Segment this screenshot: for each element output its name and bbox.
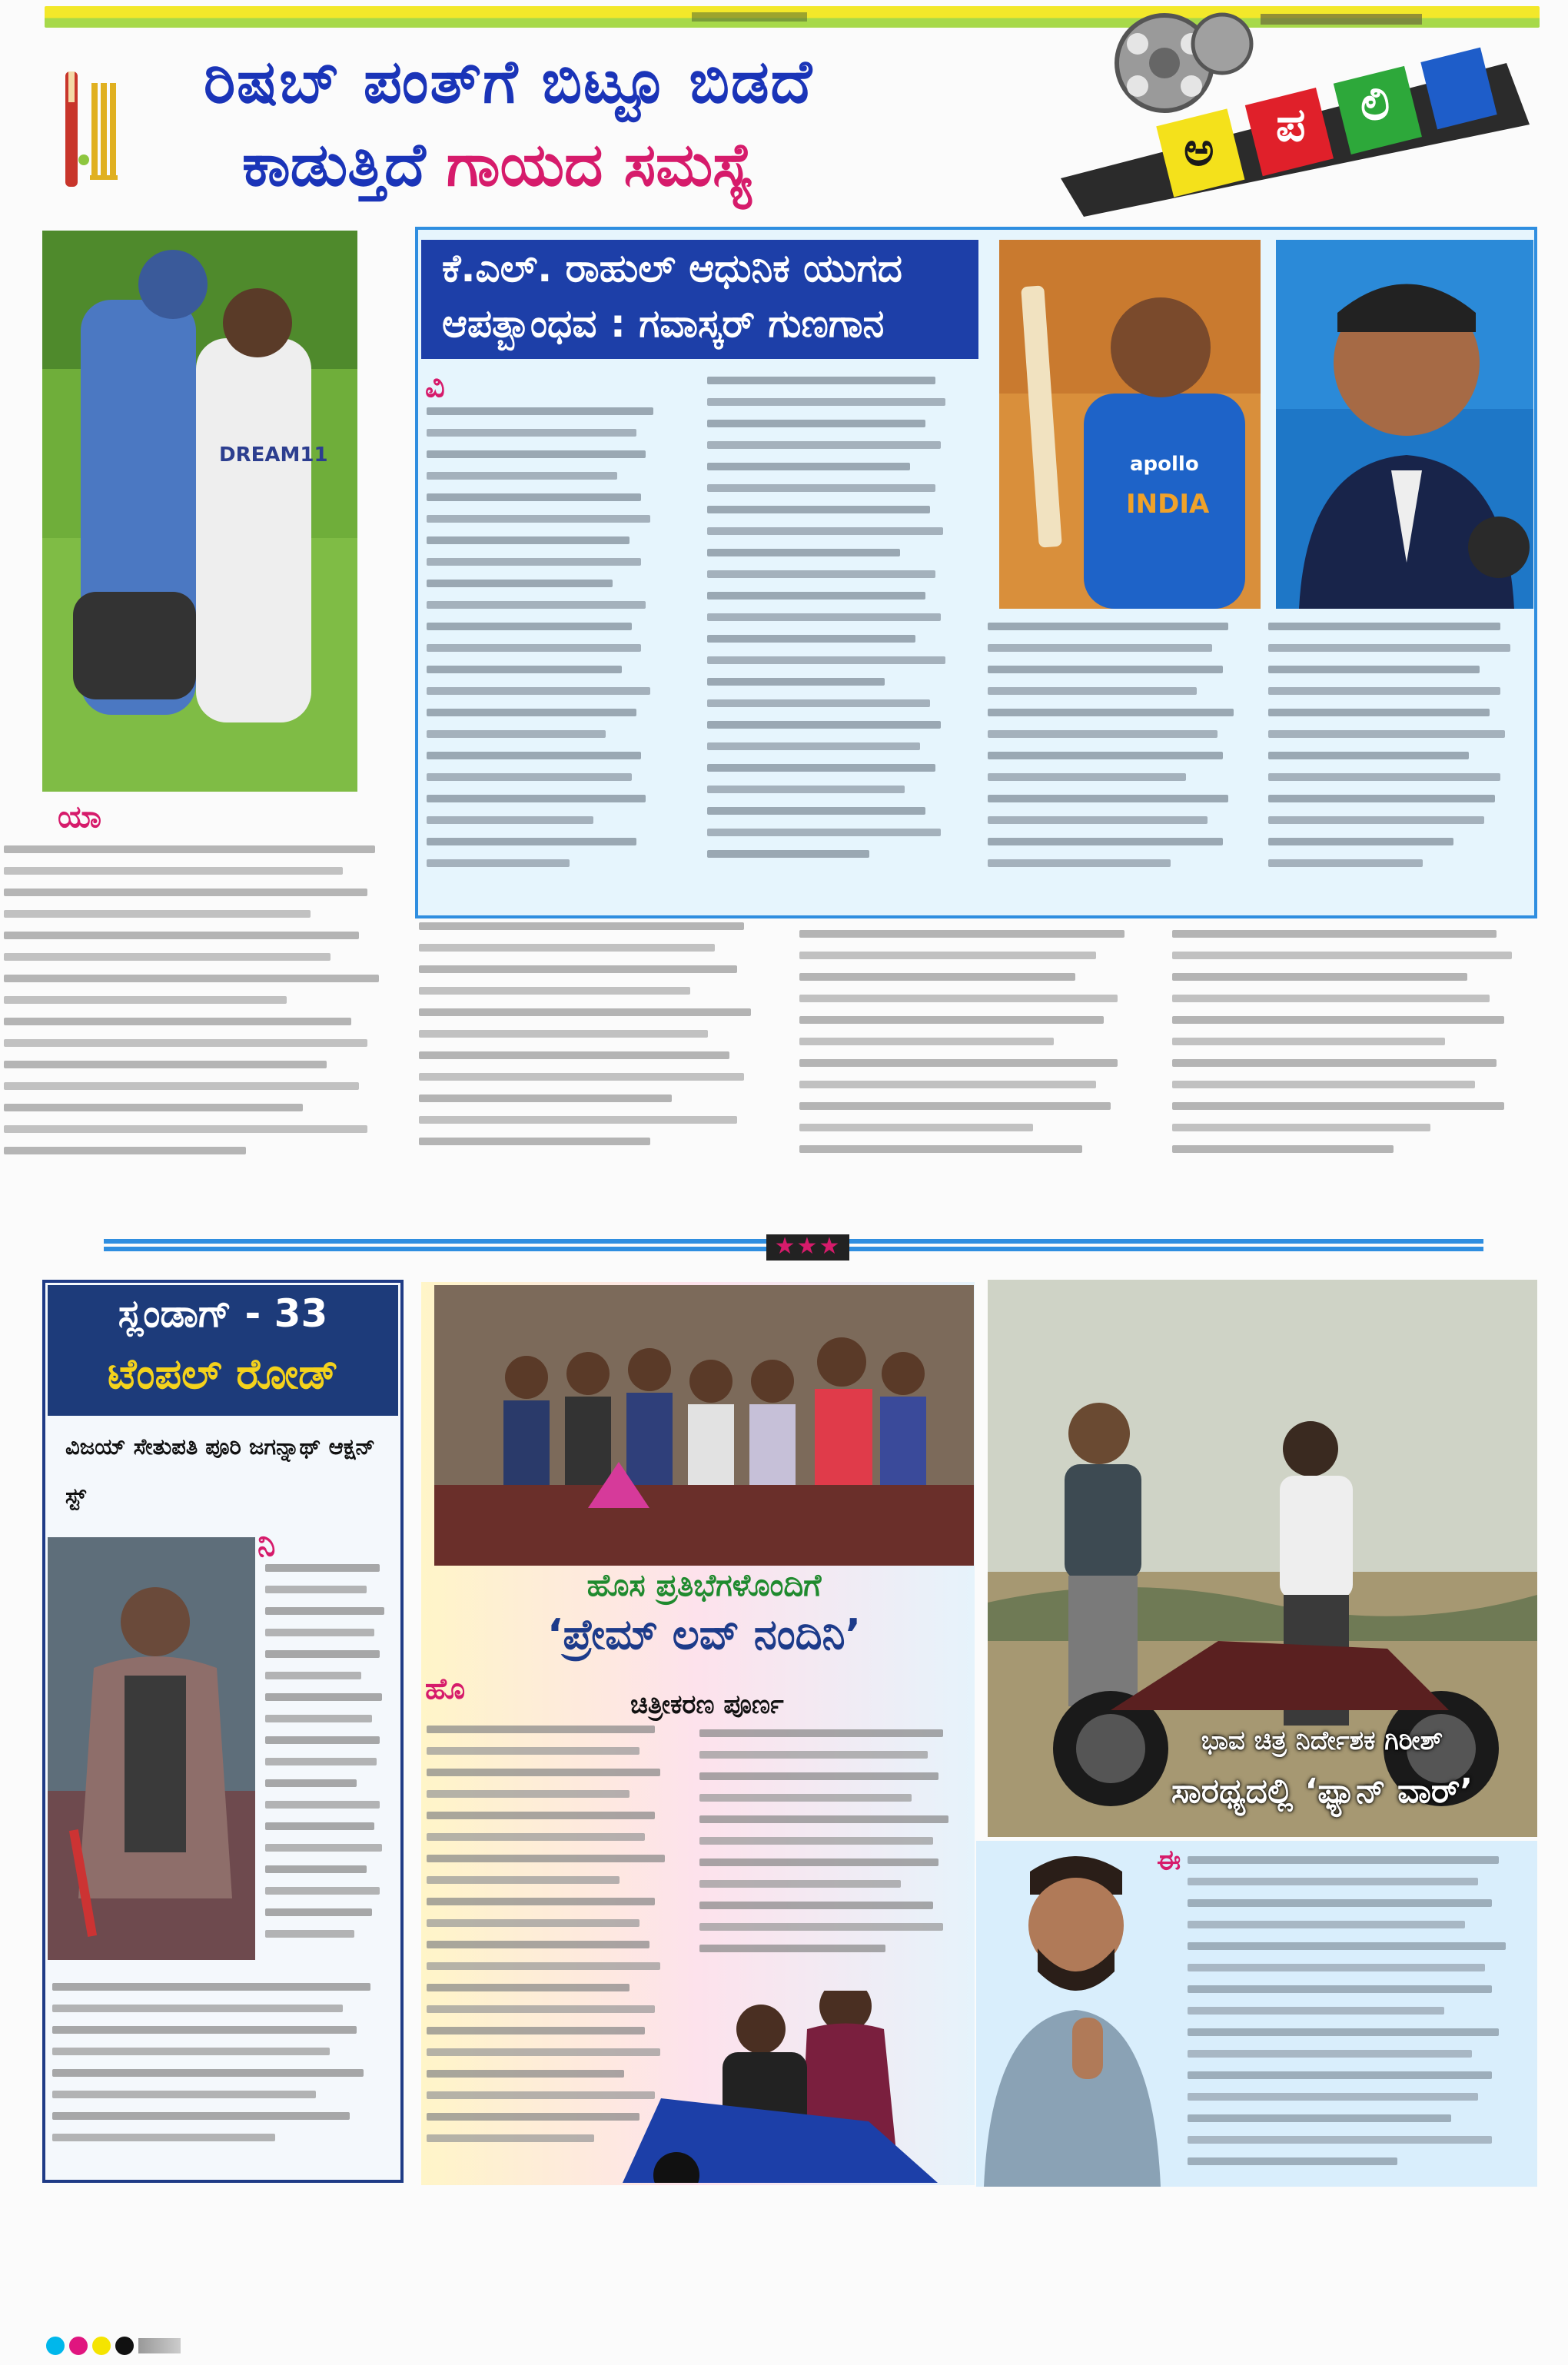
main-headline-line2-blue: ಕಾಡುತ್ತಿದೆ — [242, 131, 426, 200]
pant-injury-photo — [42, 231, 357, 792]
slumdog-dropcap: ನಿ — [257, 1526, 276, 1563]
kl-rahul-photo — [999, 240, 1261, 609]
top-bar-date-box-2 — [692, 12, 807, 22]
slumdog-headline-line1: ಸ್ಲಂಡಾಗ್ - 33 — [118, 1291, 328, 1336]
registration-mark-yellow — [92, 2337, 111, 2355]
pant-story-dropcap: ಯಾ — [58, 799, 101, 835]
fanwar-dropcap: ಈ — [1157, 1845, 1181, 1876]
rahul-headline-line1: ಕೆ.ಎಲ್. ರಾಹುಲ್ ಆಧುನಿಕ ಯುಗದ — [442, 246, 902, 291]
sunil-gavaskar-photo — [1276, 240, 1533, 609]
section-logo-letter-1: ಅ — [1184, 123, 1214, 177]
registration-mark-cyan — [46, 2337, 65, 2355]
prem-dropcap: ಹೊ — [425, 1672, 466, 1706]
section-logo-letter-2: ಪ — [1276, 98, 1306, 152]
fanwar-caption-line2: ಸಾರಥ್ಯದಲ್ಲಿ ‘ಫ್ಯಾನ್ ವಾರ್’ — [1171, 1772, 1473, 1811]
slumdog-headline-line2: ಟೆಂಪಲ್ ರೋಡ್ — [108, 1350, 338, 1398]
pant-story-body-col2 — [419, 922, 780, 1207]
prem-kicker: ಹೊಸ ಪ್ರತಿಭೆಗಳೊಂದಿಗೆ — [586, 1568, 822, 1603]
rahul-story-body-col4 — [1268, 623, 1526, 899]
jersey-sponsor-text: DREAM11 — [219, 443, 328, 467]
main-headline-line2 — [242, 131, 1026, 201]
fanwar-caption-line1: ಭಾವ ಚಿತ್ರ ನಿರ್ದೇಶಕ ಗಿರೀಶ್ — [1201, 1726, 1443, 1756]
prem-body-col2 — [699, 1729, 965, 1991]
slumdog-body-bottom — [52, 1983, 390, 2175]
registration-mark-magenta — [69, 2337, 88, 2355]
slumdog-body-side — [265, 1564, 392, 1971]
section-logo-letter-3: ಲಿ — [1360, 77, 1390, 131]
slumdog-poster-photo — [48, 1537, 255, 1960]
india-jersey-text: INDIA — [1126, 489, 1210, 520]
prem-headline: ‘ಪ್ರೇಮ್ ಲವ್ ನಂದಿನಿ’ — [546, 1610, 862, 1659]
rahul-story-dropcap: ವಿ — [425, 369, 445, 404]
separator-stars: ★★★ — [774, 1233, 842, 1260]
prem-couple-bike-photo — [615, 1991, 968, 2183]
apollo-sponsor-text: apollo — [1130, 453, 1199, 476]
rahul-headline-line2: ಆಪತ್ಬಾಂಧವ : ಗವಾಸ್ಕರ್ ಗುಣಗಾನ — [442, 301, 885, 346]
registration-grey-strip — [138, 2338, 181, 2353]
fanwar-body — [1188, 1856, 1526, 2179]
prem-team-group-photo — [434, 1285, 974, 1566]
pant-story-body — [4, 799, 407, 1207]
main-headline-line1: ರಿಷಬ್ ಪಂತ್‌ಗೆ ಬಿಟ್ಟೂ ಬಿಡದೆ — [204, 48, 814, 117]
rahul-story-body-col1 — [427, 407, 665, 899]
fanwar-actor-portrait-photo — [976, 1841, 1161, 2187]
cricket-bat-icon — [58, 68, 119, 198]
rahul-story-body-col3 — [988, 623, 1249, 899]
rahul-story-body-col2 — [707, 377, 961, 899]
pant-story-body-col3 — [799, 930, 1153, 1207]
prem-subhead: ಚಿತ್ರೀಕರಣ ಪೂರ್ಣ — [630, 1689, 784, 1720]
slumdog-subhead: ವಿಜಯ್ ಸೇತುಪತಿ ಪೂರಿ ಜಗನ್ನಾಥ್ ಆಕ್ಷನ್ ಸ್ಟ್ — [65, 1433, 376, 1509]
main-headline-line2-magenta: ಗಾಯದ ಸಮಸ್ಯೆ — [446, 131, 756, 200]
registration-mark-black — [115, 2337, 134, 2355]
pant-story-body-col4 — [1172, 930, 1541, 1207]
